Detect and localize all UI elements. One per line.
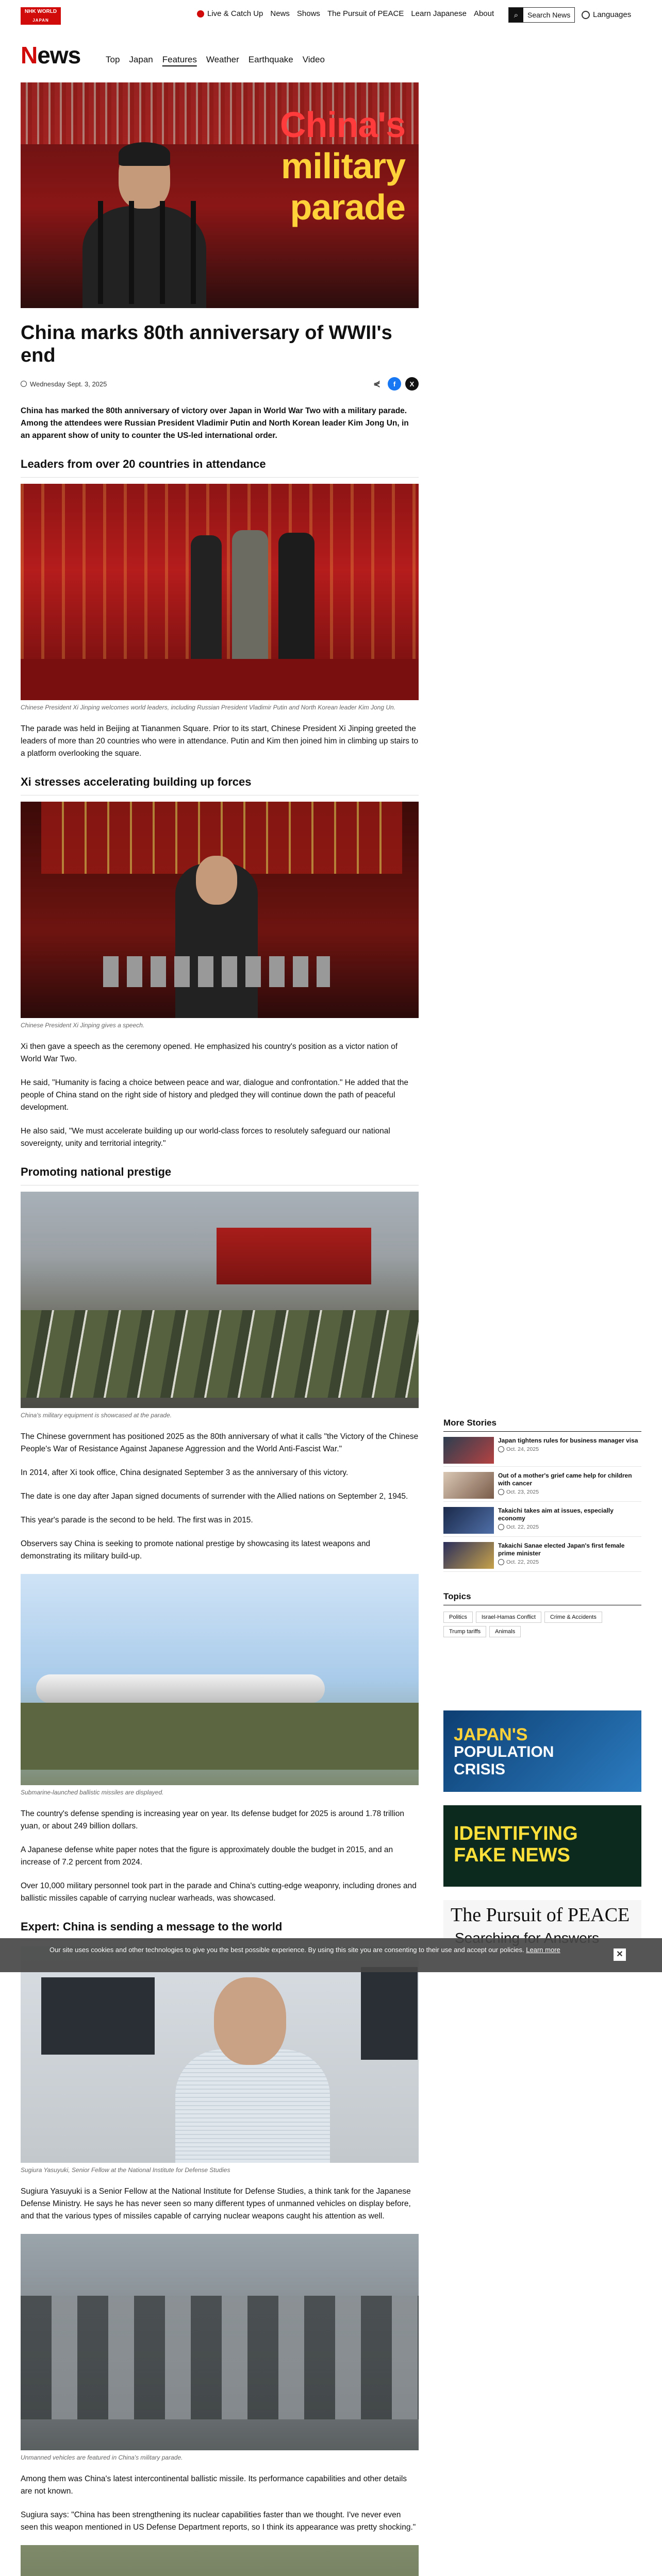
nav-live-catch-up[interactable] xyxy=(197,9,263,18)
promo-line: POPULATION xyxy=(454,1743,554,1760)
hero-headline-line1: China's xyxy=(279,105,405,145)
cookie-message: Our site uses cookies and other technologies to give you the best possible experience. By using this site you are consenting to their use and accept our policies. xyxy=(49,1946,524,1954)
nhk-world-logo[interactable] xyxy=(21,7,61,25)
live-icon xyxy=(197,10,204,18)
learn-more-link[interactable]: Learn more xyxy=(526,1946,560,1954)
photo-icbm xyxy=(21,2545,419,2576)
top-bar xyxy=(0,0,662,33)
hero-headline xyxy=(204,104,405,228)
subnav-top[interactable]: Top xyxy=(106,55,120,64)
section-subnav xyxy=(106,55,325,65)
story-thumbnail xyxy=(443,1472,494,1499)
photo-drones xyxy=(21,2296,419,2419)
caption-equipment: China's military equipment is showcased at the parade. xyxy=(21,1412,172,1419)
hero-headline-line3: parade xyxy=(290,187,405,227)
hero-image xyxy=(21,82,419,308)
article-date xyxy=(21,380,107,388)
story-date-text: Oct. 24, 2025 xyxy=(506,1446,539,1452)
promo-fake-news[interactable] xyxy=(443,1805,641,1887)
more-stories-heading: More Stories xyxy=(443,1418,641,1432)
story-thumbnail xyxy=(443,1542,494,1569)
promo-text xyxy=(454,1726,554,1778)
photo-monitor xyxy=(361,1967,418,2060)
story-date xyxy=(498,1524,641,1530)
photo-gate-building xyxy=(217,1228,371,1284)
story-title: Out of a mother's grief came help for children with cancer xyxy=(498,1472,632,1487)
news-section-title[interactable] xyxy=(21,41,80,69)
languages-label: Languages xyxy=(593,10,632,19)
sidebar xyxy=(443,1418,641,1637)
nav-pursuit-of-peace[interactable]: The Pursuit of PEACE xyxy=(327,9,404,18)
story-item[interactable] xyxy=(443,1542,641,1572)
search-label: Search News xyxy=(527,11,571,19)
story-text xyxy=(498,1472,641,1498)
globe-icon xyxy=(582,11,590,19)
photo-speaker-head xyxy=(196,856,237,905)
photo-microphones xyxy=(103,956,330,987)
caption-xi: Chinese President Xi Jinping gives a speech. xyxy=(21,1022,145,1029)
paragraph: The country's defense spending is increasing year on year. Its defense budget for 2025 is around 1.78 trillion yuan, or about 249 billion dollars. xyxy=(21,1809,404,1831)
nav-learn-japanese[interactable]: Learn Japanese xyxy=(411,9,467,18)
article-meta xyxy=(21,376,419,392)
logo-bottom: JAPAN xyxy=(32,18,49,23)
promo-line: IDENTIFYING xyxy=(454,1823,578,1844)
news-logo-rest: ews xyxy=(37,42,81,69)
story-thumbnail xyxy=(443,1437,494,1464)
section-header xyxy=(21,41,433,72)
nav-shows[interactable]: Shows xyxy=(296,9,320,18)
story-title: Takaichi Sanae elected Japan's first female prime minister xyxy=(498,1542,625,1557)
promo-line: JAPAN'S xyxy=(454,1725,528,1744)
news-logo-n: N xyxy=(21,42,38,69)
story-item[interactable] xyxy=(443,1472,641,1502)
promo-title: The Pursuit of PEACE xyxy=(451,1904,630,1926)
caption-expert: Sugiura Yasuyuki, Senior Fellow at the National Institute for Defense Studies xyxy=(21,2166,230,2174)
topic-tag[interactable]: Politics xyxy=(443,1612,473,1623)
hero-hair xyxy=(119,142,170,166)
photo-truck xyxy=(21,1703,419,1770)
story-date xyxy=(498,1446,638,1452)
photo-expert-head xyxy=(214,1977,286,2065)
paragraph: He also said, "We must accelerate building up our world-class forces to resolutely safeguard our national sovereignty, unity and territorial integrity." xyxy=(21,1127,390,1148)
heading-leaders: Leaders from over 20 countries in attendance xyxy=(21,457,419,478)
paragraph: The Chinese government has positioned 2025 as the 80th anniversary of what it calls "the Victory of the Chinese People's War of Resistance Against Japanese Aggression and the World Anti-Fascist War." xyxy=(21,1432,419,1453)
paragraph: In 2014, after Xi took office, China designated September 3 as the anniversary of this victory. xyxy=(21,1468,349,1477)
promo-text xyxy=(454,1823,578,1866)
article xyxy=(21,82,419,2576)
facebook-icon[interactable]: f xyxy=(388,377,401,391)
clock-icon xyxy=(498,1524,504,1530)
search-news-button[interactable] xyxy=(508,7,575,23)
topic-tag[interactable]: Animals xyxy=(489,1626,521,1637)
paragraph: The parade was held in Beijing at Tiananmen Square. Prior to its start, Chinese President Xi Jinping greeted the leaders of more than 20 countries who were in attendance. Putin and Kim then joined him in climbing up stairs to a platform overlooking the square. xyxy=(21,724,419,758)
paragraph: He said, "Humanity is facing a choice between peace and war, dialogue and confrontation." He added that the people of China stand on the right side of history and pledged they will continue down the path of peaceful development. xyxy=(21,1078,409,1112)
nav-news[interactable]: News xyxy=(270,9,290,18)
photo-vehicles xyxy=(21,1310,419,1398)
cookie-text xyxy=(49,1945,586,1955)
story-text xyxy=(498,1507,641,1533)
microphone xyxy=(129,201,134,304)
story-thumbnail xyxy=(443,1507,494,1534)
topics-heading: Topics xyxy=(443,1591,641,1605)
heading-national-prestige: Promoting national prestige xyxy=(21,1165,419,1185)
story-date xyxy=(498,1559,641,1565)
story-text xyxy=(498,1437,638,1463)
subnav-earthquake[interactable]: Earthquake xyxy=(248,55,293,64)
photo-missile-body xyxy=(36,1674,325,1703)
subnav-weather[interactable]: Weather xyxy=(206,55,239,64)
paragraph: Observers say China is seeking to promote national prestige by showcasing its latest weapons and demonstrating its military build-up. xyxy=(21,1539,371,1561)
paragraph: Over 10,000 military personnel took part in the parade and China's cutting-edge weaponry, including drones and ballistic missiles capable of carrying nuclear warheads, was showcased. xyxy=(21,1882,417,1903)
photo-expert-shirt xyxy=(175,2049,330,2163)
story-date-text: Oct. 22, 2025 xyxy=(506,1524,539,1530)
share-buttons xyxy=(370,377,419,391)
story-item[interactable] xyxy=(443,1437,641,1467)
paragraph: A Japanese defense white paper notes that the figure is approximately double the budget in 2015, and an increase of 7.2 percent from 2024. xyxy=(21,1845,393,1867)
story-date-text: Oct. 23, 2025 xyxy=(506,1489,539,1495)
photo-monitor xyxy=(41,1977,155,2055)
heading-xi-speech: Xi stresses accelerating building up forces xyxy=(21,775,419,795)
top-nav xyxy=(197,9,494,18)
story-date xyxy=(498,1489,641,1495)
microphone xyxy=(98,201,103,304)
caption-unmanned: Unmanned vehicles are featured in China's military parade. xyxy=(21,2454,183,2461)
caption-leaders: Chinese President Xi Jinping welcomes world leaders, including Russian President Vladimir Putin and North Korean leader Kim Jong Un. xyxy=(21,704,396,711)
paragraph: Sugiura Yasuyuki is a Senior Fellow at the National Institute for Defense Studies, a think tank for the Japanese Defense Ministry. He says he has never seen so many different types of unmanned vehicles on display before, and that the various types of missiles capable of carrying nuclear weapons caught his attention as well. xyxy=(21,2187,411,2221)
logo-top: NHK WORLD xyxy=(24,9,57,14)
languages-button[interactable] xyxy=(582,10,631,19)
date-text: Wednesday Sept. 3, 2025 xyxy=(30,380,107,388)
photo-unmanned xyxy=(21,2234,419,2450)
close-icon[interactable]: ✕ xyxy=(614,1948,626,1961)
article-title: China marks 80th anniversary of WWII's end xyxy=(21,322,392,366)
paragraph: Sugiura says: "China has been strengthening its nuclear capabilities faster than we thought. I've never even seen this weapon mentioned in US Defense Department reports, so I think its appearance was pretty shocking." xyxy=(21,2511,416,2532)
clock-icon xyxy=(498,1446,504,1452)
photo-expert xyxy=(21,1946,419,2163)
story-date-text: Oct. 22, 2025 xyxy=(506,1559,539,1565)
promo-line: CRISIS xyxy=(454,1761,506,1778)
nav-label: Live & Catch Up xyxy=(207,9,263,18)
x-icon[interactable]: X xyxy=(405,377,419,391)
photo-equipment xyxy=(21,1192,419,1408)
story-text xyxy=(498,1542,641,1568)
promo-population-crisis[interactable] xyxy=(443,1710,641,1792)
microphone xyxy=(191,201,196,304)
story-title: Japan tightens rules for business manager visa xyxy=(498,1437,638,1444)
topic-tags xyxy=(443,1612,641,1637)
story-item[interactable] xyxy=(443,1507,641,1537)
clock-icon xyxy=(498,1559,504,1565)
nav-about[interactable]: About xyxy=(473,9,494,18)
share-icon[interactable]: ⋞ xyxy=(370,377,384,391)
clock-icon xyxy=(21,381,27,387)
cookie-banner xyxy=(0,1938,662,1972)
search-icon: ⌕ xyxy=(509,8,523,22)
topics-section xyxy=(443,1591,641,1637)
story-title: Takaichi takes aim at issues, especially economy xyxy=(498,1507,614,1522)
topic-tag[interactable]: Crime & Accidents xyxy=(544,1612,602,1623)
subnav-japan[interactable]: Japan xyxy=(129,55,153,64)
hero-headline-line2: military xyxy=(281,146,405,186)
subnav-video[interactable]: Video xyxy=(302,55,325,64)
paragraph: Among them was China's latest intercontinental ballistic missile. Its performance capabilities and other details are not known. xyxy=(21,2475,407,2496)
photo-missile xyxy=(21,1574,419,1785)
caption-missile: Submarine-launched ballistic missiles are displayed. xyxy=(21,1789,164,1796)
promo-line: FAKE NEWS xyxy=(454,1844,570,1866)
clock-icon xyxy=(498,1489,504,1495)
topic-tag[interactable]: Israel-Hamas Conflict xyxy=(476,1612,541,1623)
photo-leaders xyxy=(21,484,419,700)
paragraph: The date is one day after Japan signed documents of surrender with the Allied nations on September 2, 1945. xyxy=(21,1492,408,1501)
photo-carpet xyxy=(21,659,419,700)
topic-tag[interactable]: Trump tariffs xyxy=(443,1626,486,1637)
heading-expert: Expert: China is sending a message to the world xyxy=(21,1920,419,1940)
paragraph: This year's parade is the second to be held. The first was in 2015. xyxy=(21,1516,253,1524)
paragraph: Xi then gave a speech as the ceremony opened. He emphasized his country's position as a victor nation of World War Two. xyxy=(21,1042,398,1063)
subnav-features[interactable]: Features xyxy=(162,55,197,64)
microphone xyxy=(160,201,165,304)
article-lead: China has marked the 80th anniversary of victory over Japan in World War Two with a military parade. Among the attendees were Russian President Vladimir Putin and North Korean leader Kim Jong Un, in an apparent show of unity to counter the US-led international order. xyxy=(21,406,409,440)
photo-xi-speech xyxy=(21,802,419,1018)
